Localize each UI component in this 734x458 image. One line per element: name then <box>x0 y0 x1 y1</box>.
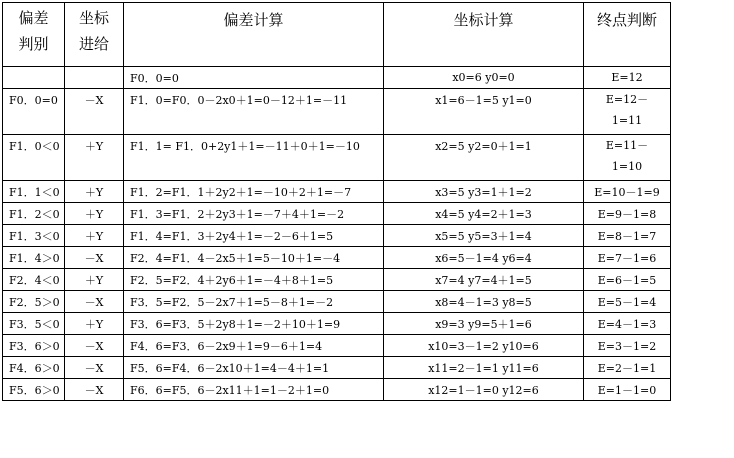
deviation-calculation-cell: F1．3=F1．2＋2y3＋1=－7＋4＋1=－2 <box>124 203 384 225</box>
coordinate-calculation-cell: x11=2－1=1 y11=6 <box>384 357 584 379</box>
table-row <box>3 313 671 335</box>
endpoint-judgment-cell <box>584 135 671 181</box>
endpoint-line-1: E=5－1=4 <box>597 295 657 309</box>
endpoint-line-1: E=1－1=0 <box>597 383 657 397</box>
table-row <box>3 89 671 135</box>
table-row <box>3 357 671 379</box>
interpolation-table <box>2 2 671 401</box>
deviation-calculation-cell: F1．4=F1．3＋2y4＋1=－2－6＋1=5 <box>124 225 384 247</box>
table-row <box>3 247 671 269</box>
coordinate-calculation-cell: x4=5 y4=2＋1=3 <box>384 203 584 225</box>
endpoint-line-1: E=8－1=7 <box>597 229 657 243</box>
deviation-calculation-cell: F1．0=F0．0－2x0＋1=0－12＋1=－11 <box>124 89 384 135</box>
coordinate-calculation-cell: x0=6 y0=0 <box>384 67 584 89</box>
coordinate-feed-cell: －X <box>65 335 124 357</box>
deviation-judgment-cell: F1．1＜0 <box>3 181 65 203</box>
deviation-judgment-cell: F5．6＞0 <box>3 379 65 401</box>
deviation-judgment-cell: F4．6＞0 <box>3 357 65 379</box>
coordinate-feed-cell: ＋Y <box>65 181 124 203</box>
coordinate-feed-cell: ＋Y <box>65 203 124 225</box>
deviation-judgment-cell: F1．0＜0 <box>3 135 65 181</box>
coordinate-feed-cell: －X <box>65 357 124 379</box>
deviation-calculation-cell: F5．6=F4．6－2x10＋1=4－4＋1=1 <box>124 357 384 379</box>
deviation-judgment-cell: F1．2＜0 <box>3 203 65 225</box>
header-row <box>3 3 671 67</box>
deviation-calculation-cell: F1．1= F1．0+2y1＋1=－11＋0＋1=－10 <box>124 135 384 181</box>
coordinate-feed-cell: ＋Y <box>65 135 124 181</box>
coordinate-feed-cell: ＋Y <box>65 269 124 291</box>
endpoint-judgment-cell <box>584 247 671 269</box>
document-area <box>2 2 671 401</box>
table-body <box>3 67 671 401</box>
coordinate-feed-cell: －X <box>65 89 124 135</box>
endpoint-line-1: E=3－1=2 <box>597 339 657 353</box>
endpoint-judgment-cell <box>584 335 671 357</box>
coordinate-feed-cell: －X <box>65 247 124 269</box>
deviation-calculation-cell: F0．0=0 <box>124 67 384 89</box>
deviation-judgment-cell <box>3 67 65 89</box>
endpoint-judgment-cell <box>584 225 671 247</box>
deviation-calculation-cell: F6．6=F5．6－2x11＋1=1－2＋1=0 <box>124 379 384 401</box>
coordinate-calculation-cell: x6=5－1=4 y6=4 <box>384 247 584 269</box>
deviation-calculation-cell: F3．6=F3．5＋2y8＋1=－2＋10＋1=9 <box>124 313 384 335</box>
endpoint-line-1: E=4－1=3 <box>597 317 657 331</box>
endpoint-line-1: E=10－1=9 <box>594 185 660 199</box>
endpoint-line-1: E=7－1=6 <box>597 251 657 265</box>
endpoint-judgment-cell <box>584 357 671 379</box>
deviation-judgment-cell: F1．4＞0 <box>3 247 65 269</box>
deviation-judgment-cell: F2．5＞0 <box>3 291 65 313</box>
deviation-calculation-cell: F2．4=F1．4－2x5＋1=5－10＋1=－4 <box>124 247 384 269</box>
coordinate-calculation-cell: x10=3－1=2 y10=6 <box>384 335 584 357</box>
header-col1-line2: 判别 <box>18 35 49 53</box>
endpoint-judgment-cell <box>584 89 671 135</box>
deviation-judgment-cell: F0．0=0 <box>3 89 65 135</box>
table-row <box>3 379 671 401</box>
header-col2-line2: 进给 <box>78 35 109 53</box>
deviation-calculation-cell: F1．2=F1．1＋2y2＋1=－10＋2＋1=－7 <box>124 181 384 203</box>
endpoint-line-1: E=2－1=1 <box>597 361 657 375</box>
coordinate-calculation-cell: x7=4 y7=4＋1=5 <box>384 269 584 291</box>
table-row <box>3 135 671 181</box>
table-row <box>3 335 671 357</box>
header-endpoint-judgment: 终点判断 <box>584 3 671 67</box>
coordinate-calculation-cell: x12=1－1=0 y12=6 <box>384 379 584 401</box>
header-coordinate-feed <box>65 3 124 67</box>
deviation-calculation-cell: F3．5=F2．5－2x7＋1=5－8＋1=－2 <box>124 291 384 313</box>
endpoint-judgment-cell <box>584 313 671 335</box>
endpoint-line-1: E=12－ <box>605 93 649 106</box>
table-row <box>3 291 671 313</box>
coordinate-feed-cell: ＋Y <box>65 225 124 247</box>
endpoint-judgment-cell <box>584 203 671 225</box>
endpoint-judgment-cell <box>584 269 671 291</box>
header-deviation-calculation: 偏差计算 <box>124 3 384 67</box>
deviation-judgment-cell: F3．5＜0 <box>3 313 65 335</box>
header-col1-line1: 偏差 <box>18 9 49 27</box>
endpoint-judgment-cell <box>584 181 671 203</box>
coordinate-feed-cell <box>65 67 124 89</box>
coordinate-calculation-cell: x1=6－1=5 y1=0 <box>384 89 584 135</box>
table-row <box>3 203 671 225</box>
endpoint-judgment-cell <box>584 67 671 89</box>
endpoint-line-2: 1=10 <box>611 160 643 173</box>
endpoint-line-1: E=9－1=8 <box>597 207 657 221</box>
deviation-judgment-cell: F3．6＞0 <box>3 335 65 357</box>
endpoint-judgment-cell <box>584 379 671 401</box>
endpoint-line-2: 1=11 <box>611 114 643 127</box>
header-coordinate-calculation: 坐标计算 <box>384 3 584 67</box>
deviation-judgment-cell: F2．4＜0 <box>3 269 65 291</box>
endpoint-line-1: E=12 <box>611 71 643 84</box>
header-col2-line1: 坐标 <box>78 9 109 27</box>
table-row <box>3 67 671 89</box>
coordinate-calculation-cell: x5=5 y5=3＋1=4 <box>384 225 584 247</box>
endpoint-line-1: E=6－1=5 <box>597 273 657 287</box>
deviation-judgment-cell: F1．3＜0 <box>3 225 65 247</box>
table-row <box>3 225 671 247</box>
table-row <box>3 269 671 291</box>
header-deviation-judgment <box>3 3 65 67</box>
endpoint-judgment-cell <box>584 291 671 313</box>
coordinate-calculation-cell: x9=3 y9=5＋1=6 <box>384 313 584 335</box>
coordinate-calculation-cell: x8=4－1=3 y8=5 <box>384 291 584 313</box>
coordinate-calculation-cell: x2=5 y2=0＋1=1 <box>384 135 584 181</box>
deviation-calculation-cell: F2．5=F2．4＋2y6＋1=－4＋8＋1=5 <box>124 269 384 291</box>
coordinate-calculation-cell: x3=5 y3=1＋1=2 <box>384 181 584 203</box>
table-row <box>3 181 671 203</box>
deviation-calculation-cell: F4．6=F3．6－2x9＋1=9－6＋1=4 <box>124 335 384 357</box>
coordinate-feed-cell: －X <box>65 379 124 401</box>
coordinate-feed-cell: －X <box>65 291 124 313</box>
endpoint-line-1: E=11－ <box>605 139 649 152</box>
coordinate-feed-cell: ＋Y <box>65 313 124 335</box>
